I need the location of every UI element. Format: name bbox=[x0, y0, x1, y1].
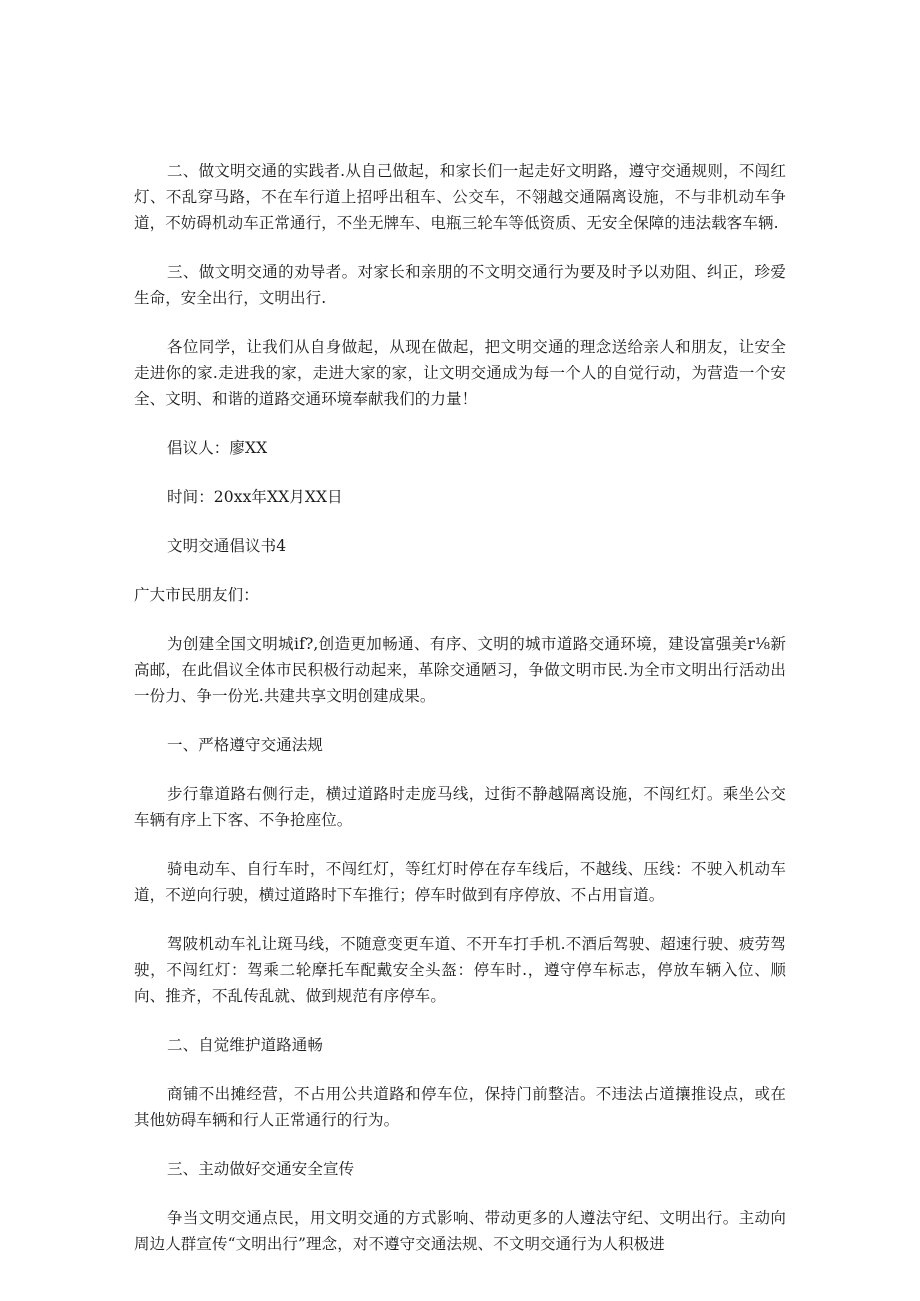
section-title: 文明交通倡议书4 bbox=[167, 537, 287, 555]
heading-keep-roads-clear: 二、自觉维护道路通畅 bbox=[167, 1036, 324, 1054]
paragraph-appeal: 各位同学，让我们从自身做起，从现在做起，把文明交通的理念送给亲人和朋友，让安全走进你的家.走进我的家，走进大家的家，让文明交通成为每一个人的自觉行动，为营造一个安全、文明、和谐的道路交通环境奉献我们的力量！ bbox=[134, 338, 786, 408]
initiator-line: 倡议人：廖XX bbox=[167, 439, 268, 457]
paragraph-cycling: 骑电动车、自行车时，不闯红灯，等红灯时停在存车线后，不越线、压线：不驶入机动车道，不逆向行驶，横过道路时下车推行；停车时做到有序停放、不占用盲道。 bbox=[134, 860, 786, 904]
paragraph-promote: 争当文明交通点民，用文明交通的方式影响、带动更多的人遵法守纪、文明出行。主动向周边人群宣传“文明出行”理念，对不遵守交通法规、不文明交通行为人积极进 bbox=[134, 1209, 786, 1253]
date-line: 时间：20xx年XX月XX日 bbox=[167, 488, 343, 506]
heading-obey-rules: 一、严格遵守交通法规 bbox=[167, 736, 324, 754]
salutation: 广大市民朋友们： bbox=[134, 586, 259, 604]
paragraph-persuade: 三、做文明交通的劝导者。对家长和亲朋的不文明交通行为要及时予以劝阻、纠正，珍爱生命，安全出行，文明出行. bbox=[134, 263, 786, 307]
paragraph-walking: 步行靠道路右侧行走，横过道路时走庞马线，过街不静越隔离设施，不闯红灯。乘坐公交车辆有序上下客、不争抢座位。 bbox=[134, 785, 786, 829]
paragraph-driving: 驾陂机动车礼让斑马线，不随意变更车道、不开车打手机.不酒后驾驶、超速行驶、疲劳驾驶，不闯红灯：驾乘二轮摩托车配戴安全头盔：停车时.，遵守停车标志，停放车辆入位、顺向、推齐，不乱传乱就、做到规范有序停车。 bbox=[134, 935, 786, 1005]
heading-promote-safety: 三、主动做好交通安全宣传 bbox=[167, 1160, 355, 1178]
paragraph-shops: 商铺不出摊经营，不占用公共道路和停车位，保持门前整洁。不违法占道攘推设点，或在其他妨碍车辆和行人正常通行的行为。 bbox=[134, 1085, 786, 1129]
paragraph-practice: 二、做文明交通的实践者.从自己做起，和家长们一起走好文明路，遵守交通规则，不闯红灯、不乱穿马路，不在车行道上招呼出租车、公交车，不翎越交通隔离设施，不与非机动车争道，不妨碍机动车正常通行，不坐无牌车、电瓶三轮车等低资质、无安全保障的违法载客车辆. bbox=[134, 162, 786, 232]
document-body bbox=[134, 158, 786, 1257]
paragraph-intro: 为创建全国文明城if?,创造更加畅通、有序、文明的城市道路交通环境，建设富强美r⅛新高邮，在此倡议全体市民积极行动起来，革除交通陋习，争做文明市民.为全市文明出行活动出一份力、争一份光.共建共享文明创建成果。 bbox=[134, 635, 786, 705]
